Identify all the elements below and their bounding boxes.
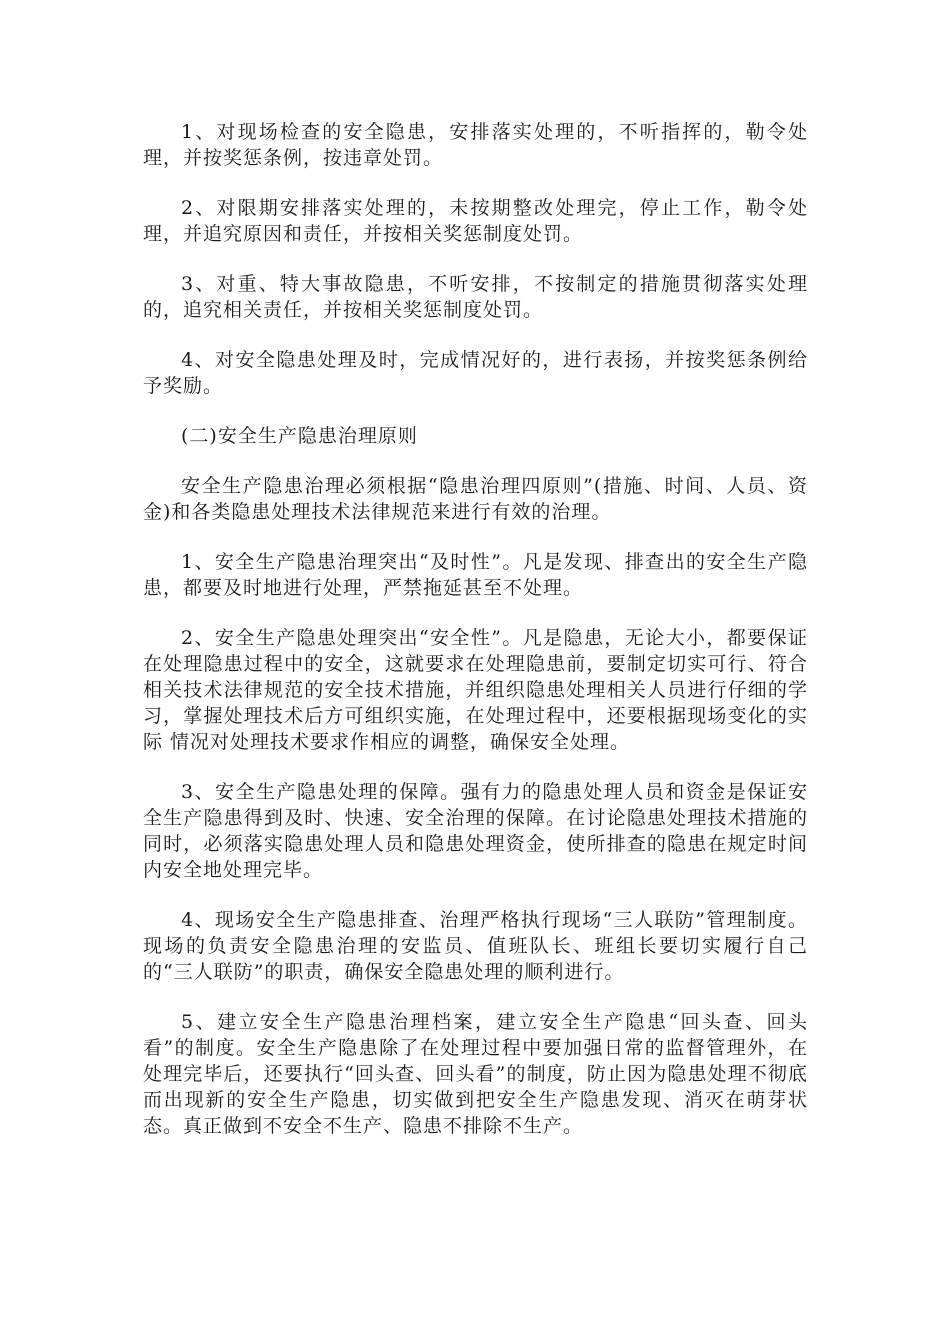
paragraph-principle-4: 4、现场安全生产隐患排查、治理严格执行现场“三人联防”管理制度。现场的负责安全隐患治理的安监员、值班队长、班组长要切实履行自己的“三人联防”的职责，确保安全隐患处理的顺利进行。: [143, 909, 808, 983]
paragraph-principle-1: 1、安全生产隐患治理突出“及时性”。凡是发现、排查出的安全生产隐患，都要及时地进行处理，严禁拖延甚至不处理。: [143, 551, 808, 599]
paragraph-principle-3: 3、安全生产隐患处理的保障。强有力的隐患处理人员和资金是保证安全生产隐患得到及时、快速、安全治理的保障。在讨论隐患处理技术措施的同时，必须落实隐患处理人员和隐患处理资金，使所排查的隐患在规定时间内安全地处理完毕。: [143, 781, 808, 881]
section-heading: (二)安全生产隐患治理原则: [181, 425, 418, 447]
document-body: [143, 119, 808, 1163]
paragraph-reward-4: 4、对安全隐患处理及时，完成情况好的，进行表扬，并按奖惩条例给予奖励。: [143, 349, 808, 397]
paragraph-principle-5: 5、建立安全生产隐患治理档案，建立安全生产隐患“回头查、回头看”的制度。安全生产隐患除了在处理过程中要加强日常的监督管理外，在处理完毕后，还要执行“回头查、回头看”的制度，防止因为隐患处理不彻底而出现新的安全生产隐患，切实做到把安全生产隐患发现、消灭在萌芽状态。真正做到不安全不生产、隐患不排除不生产。: [143, 1011, 808, 1137]
paragraph-penalty-1: 1、对现场检查的安全隐患，安排落实处理的，不听指挥的，勒令处理，并按奖惩条例，按违章处罚。: [143, 121, 808, 169]
paragraph-principle-2: 2、安全生产隐患处理突出“安全性”。凡是隐患，无论大小，都要保证在处理隐患过程中的安全，这就要求在处理隐患前，要制定切实可行、符合相关技术法律规范的安全技术措施，并组织隐患处理相关人员进行仔细的学习，掌握处理技术后方可组织实施，在处理过程中，还要根据现场变化的实际 情况对处理技术要求作相应的调整，确保安全处理。: [143, 627, 808, 753]
paragraph-principles-intro: 安全生产隐患治理必须根据“隐患治理四原则”(措施、时间、人员、资金)和各类隐患处理技术法律规范来进行有效的治理。: [143, 475, 808, 523]
paragraph-penalty-2: 2、对限期安排落实处理的，未按期整改处理完，停止工作，勒令处理，并追究原因和责任，并按相关奖惩制度处罚。: [143, 197, 808, 245]
paragraph-penalty-3: 3、对重、特大事故隐患，不听安排，不按制定的措施贯彻落实处理的，追究相关责任，并按相关奖惩制度处罚。: [143, 273, 808, 321]
